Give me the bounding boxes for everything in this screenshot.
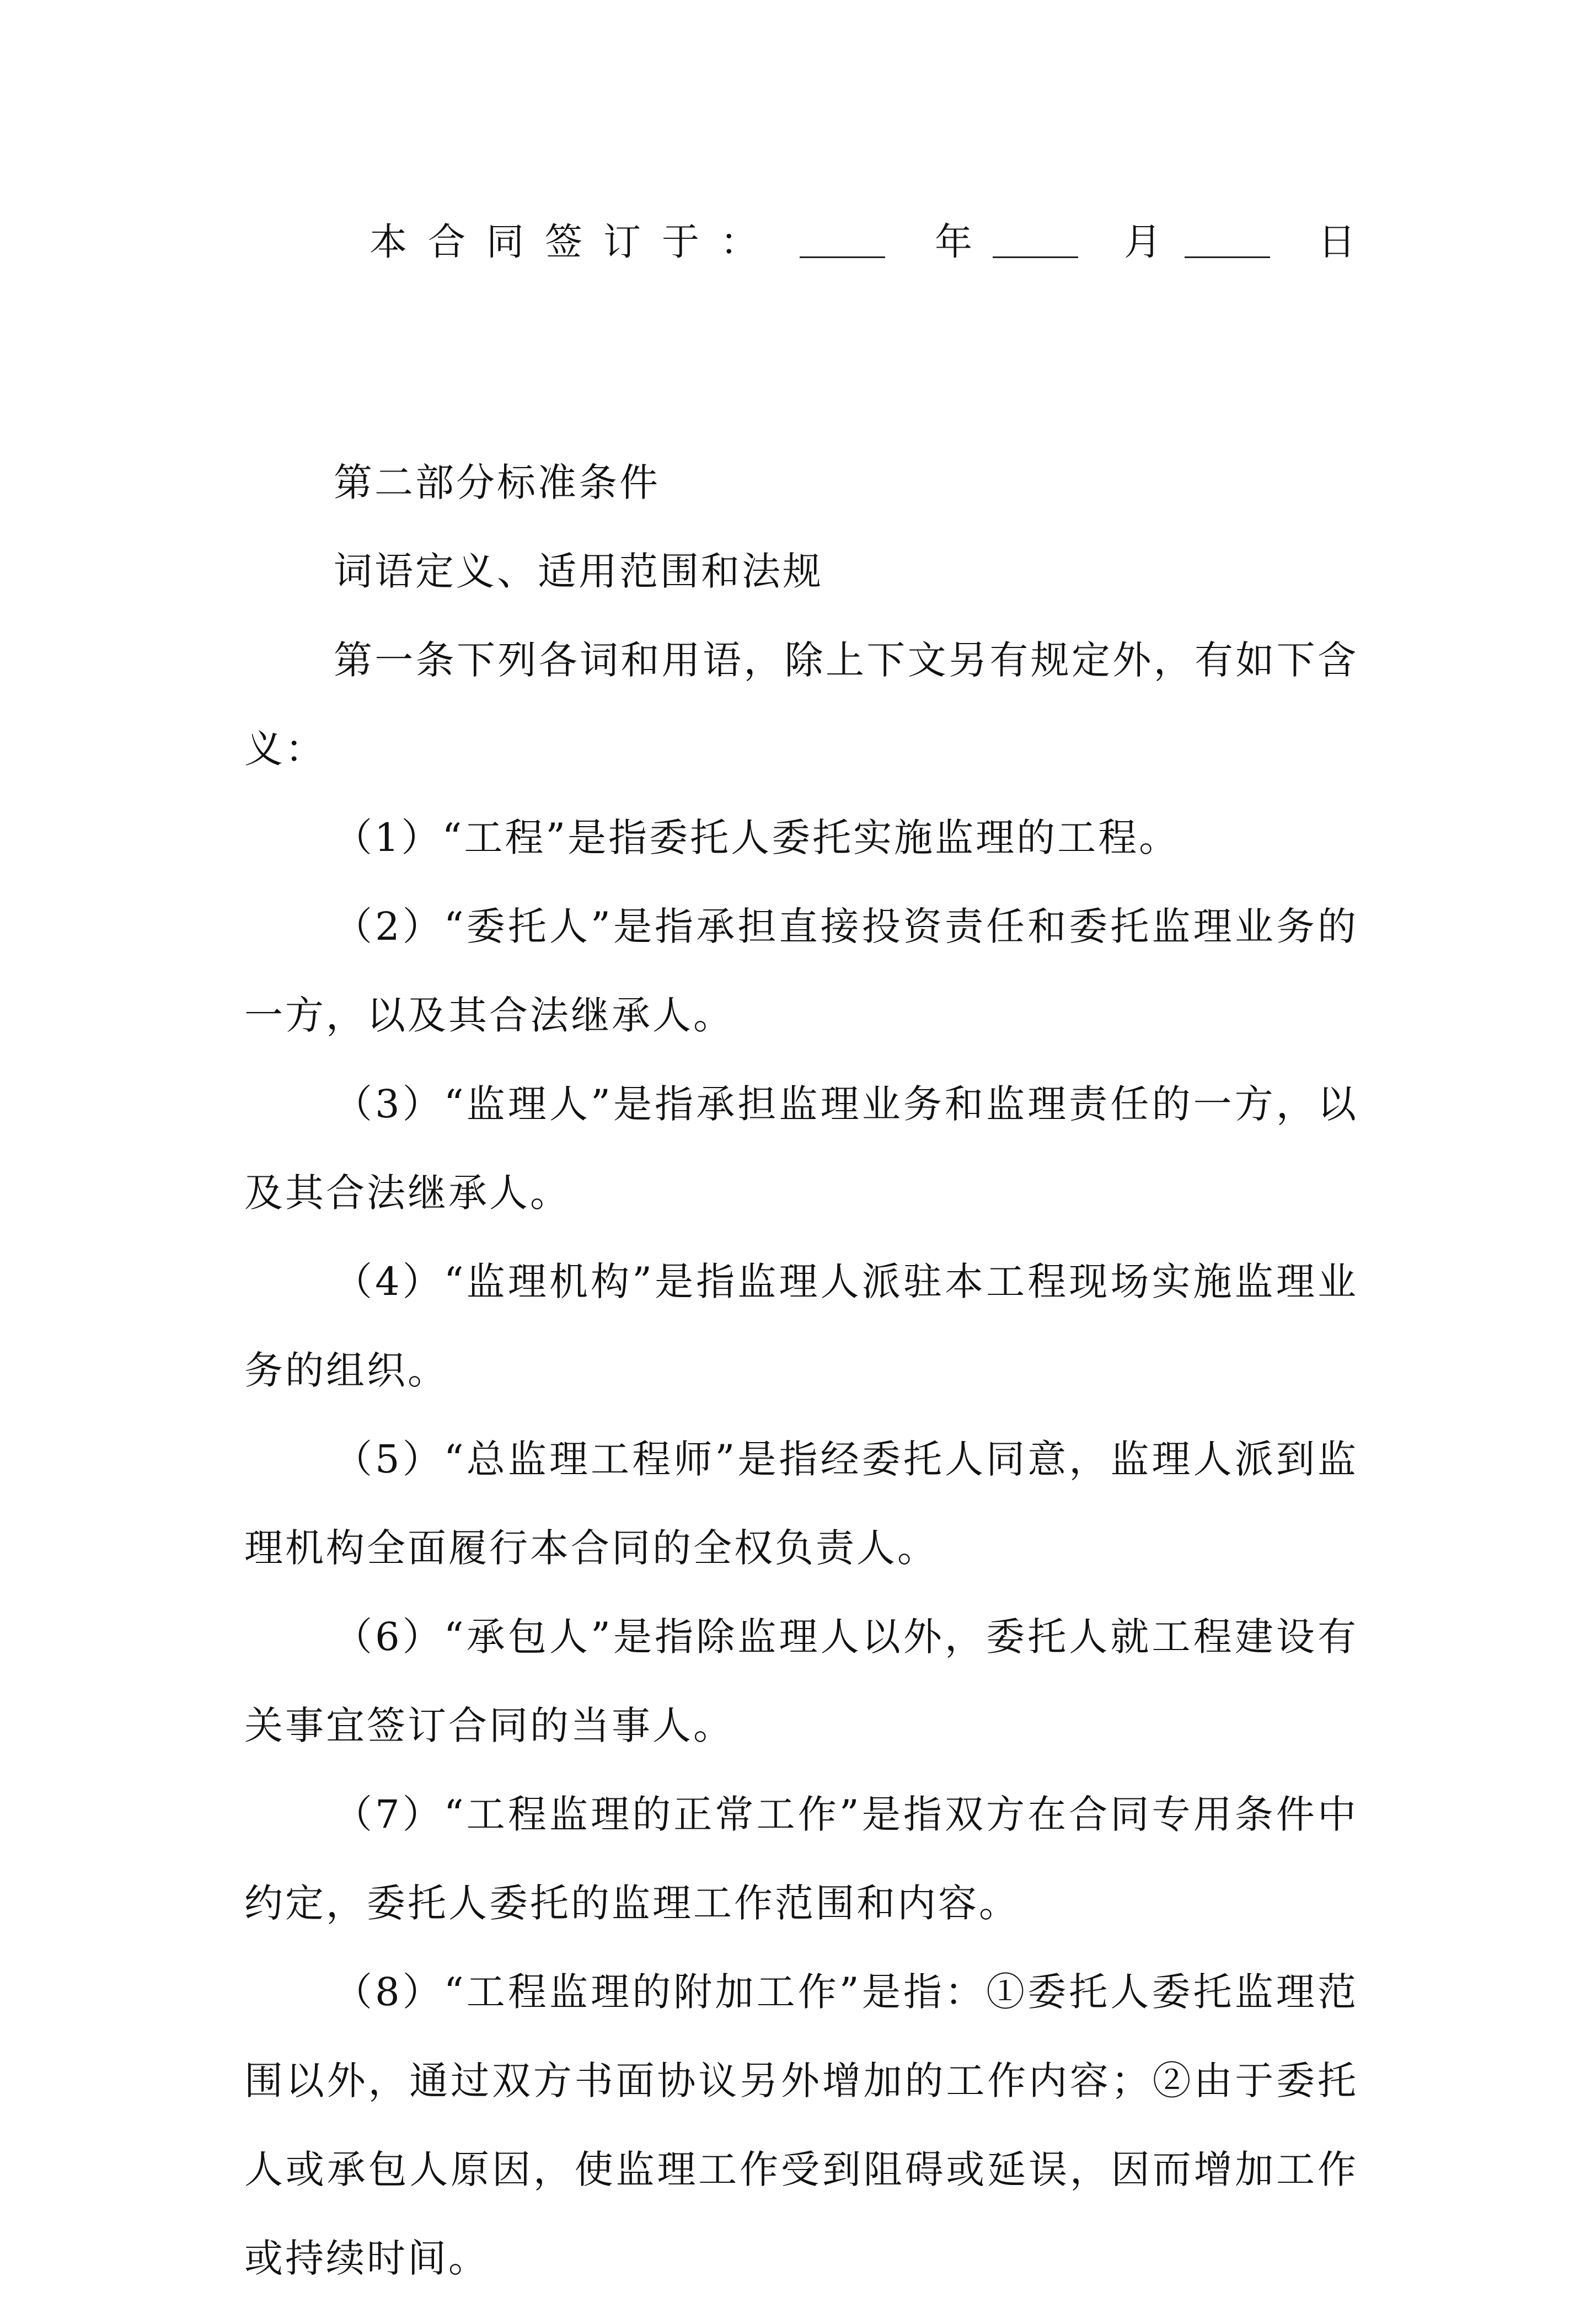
year-label: 年 [935,221,973,264]
section-subtitle: 词语定义、适用范围和法规 [334,549,823,594]
definition-7: （7）“工程监理的正常工作”是指双方在合同专用条件中约定，委托人委托的监理工作范围和内容。 [244,1792,1358,1926]
section-title: 第二部分标准条件 [334,460,660,505]
article-1-intro: 第一条下列各词和用语，除上下文另有规定外，有如下含义： [244,638,1358,772]
definition-3: （3）“监理人”是指承担监理业务和监理责任的一方，以及其合法继承人。 [244,1081,1358,1215]
definition-1: （1）“工程”是指委托人委托实施监理的工程。 [334,815,1180,860]
signing-date-label: 本合同签订于： [369,221,779,264]
definition-2: （2）“委托人”是指承担直接投资责任和委托监理业务的一方，以及其合法继承人。 [244,904,1358,1038]
day-label: 日 [1318,221,1356,264]
year-blank [800,256,885,258]
signing-date-line [369,212,1362,273]
definition-8: （8）“工程监理的附加工作”是指：①委托人委托监理范围以外，通过双方书面协议另外增加的工作内容；②由于委托人或承包人原因，使监理工作受到阻碍或延误，因而增加工作或持续时间。 [244,1969,1358,2281]
month-blank [993,256,1078,258]
day-blank [1185,256,1270,258]
month-label: 月 [1124,221,1162,264]
definition-6: （6）“承包人”是指除监理人以外，委托人就工程建设有关事宜签订合同的当事人。 [244,1614,1358,1748]
document-body [244,438,1358,2303]
definition-4: （4）“监理机构”是指监理人派驻本工程现场实施监理业务的组织。 [244,1259,1358,1393]
definition-5: （5）“总监理工程师”是指经委托人同意，监理人派到监理机构全面履行本合同的全权负责人。 [244,1437,1358,1571]
